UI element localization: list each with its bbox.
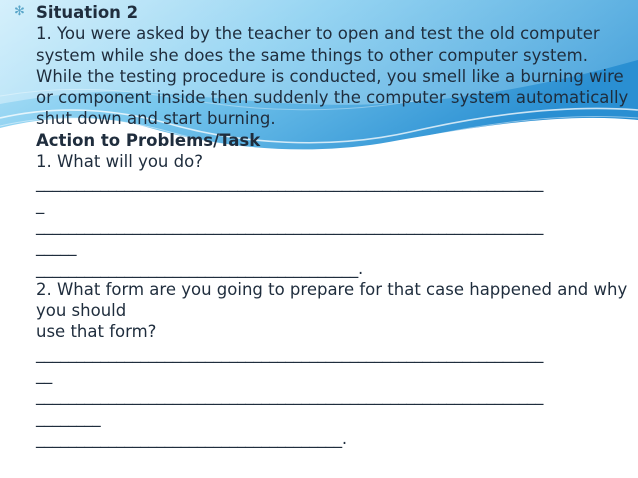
bullet-icon: ✻ [14,4,25,19]
situation-text-line: 1. You were asked by the teacher to open and test the old computer [36,24,600,44]
situation-text-line: While the testing procedure is conducted, you smell like a burning wire [36,66,624,86]
question-2-line: use that form? [36,322,157,342]
action-heading: Action to Problems/Task [36,130,261,150]
answer-blank-line: ________ [36,407,101,427]
situation-text-line: shut down and start burning. [36,109,276,129]
answer-blank-line: _____ [36,237,77,257]
answer-blank-line: __ [36,365,53,385]
situation-heading: Situation 2 [36,3,139,22]
answer-blank-line: ________________________________________. [36,258,364,278]
answer-blank-line: _ [36,194,45,214]
slide-content [36,2,629,449]
question-2-line: you should [36,301,127,321]
answer-blank-line: _______________________________________________________________ [36,173,544,193]
situation-text-line: or component inside then suddenly the computer system automatically [36,88,629,108]
answer-blank-line: _______________________________________________________________ [36,343,544,363]
question-1: 1. What will you do? [36,152,203,172]
question-2-line: 2. What form are you going to prepare for that case happened and why [36,279,628,299]
answer-blank-line: ______________________________________. [36,428,347,448]
answer-blank-line: _______________________________________________________________ [36,215,544,235]
answer-blank-line: _______________________________________________________________ [36,386,544,406]
situation-text-line: system while she does the same things to other computer system. [36,45,588,65]
